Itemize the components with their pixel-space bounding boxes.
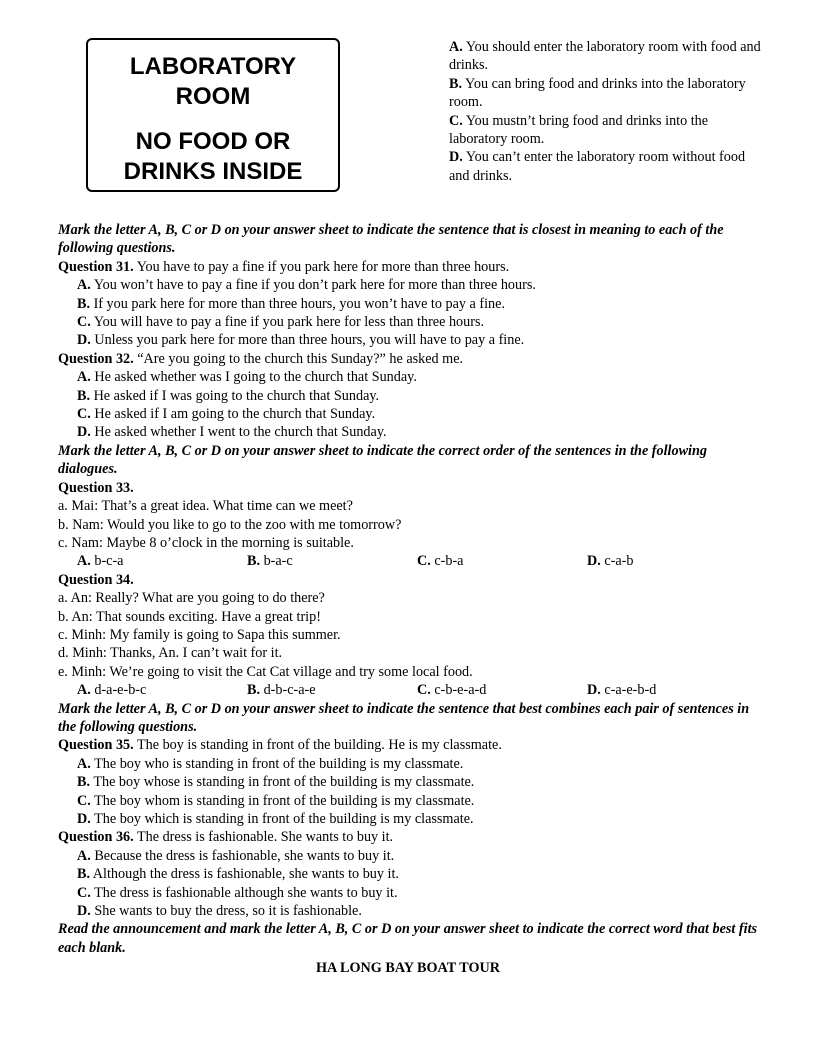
q35-option-d: D. The boy which is standing in front of the building is my classmate. <box>77 810 474 827</box>
sign-line-3: NO FOOD OR <box>135 128 291 155</box>
q31-option-b: B. If you park here for more than three hours, you won’t have to pay a fine. <box>77 295 505 312</box>
q34-option-b: B. d-b-c-a-e <box>247 682 316 699</box>
q34-option-d: D. c-a-e-b-d <box>587 682 657 699</box>
sign-option-d: D. You can’t enter the laboratory room without food and drinks. <box>449 149 746 184</box>
q34-line-d: d. Minh: Thanks, An. I can’t wait for it. <box>58 645 283 662</box>
question-35: Question 35. The boy is standing in front of the building. He is my classmate. <box>58 737 502 754</box>
q31-option-c: C. You will have to pay a fine if you park here for less than three hours. <box>77 314 485 331</box>
q33-option-d: D. c-a-b <box>587 553 634 570</box>
q32-option-d: D. He asked whether I went to the church that Sunday. <box>77 424 387 441</box>
q36-option-a: A. Because the dress is fashionable, she wants to buy it. <box>77 847 395 864</box>
sign-options <box>449 38 769 185</box>
q33-line-a: a. Mai: That’s a great idea. What time can we meet? <box>58 498 353 515</box>
questions-body <box>58 221 768 978</box>
q36-option-b: B. Although the dress is fashionable, she wants to buy it. <box>77 866 399 883</box>
q33-option-a: A. b-c-a <box>77 553 124 570</box>
instruction-combine-sentences: Mark the letter A, B, C or D on your answer sheet to indicate the sentence that best combines each pair of sentences in the following questions. <box>58 700 750 735</box>
instruction-announcement: Read the announcement and mark the letter A, B, C or D on your answer sheet to indicate the correct word that best fits each blank. <box>58 921 758 956</box>
q34-line-c: c. Minh: My family is going to Sapa this summer. <box>58 626 341 643</box>
q33-options <box>58 552 768 570</box>
q36-option-d: D. She wants to buy the dress, so it is fashionable. <box>77 903 362 919</box>
question-33: Question 33. <box>58 479 134 496</box>
q34-line-a: a. An: Really? What are you going to do there? <box>58 590 325 607</box>
question-36: Question 36. The dress is fashionable. She wants to buy it. <box>58 829 394 846</box>
q31-option-a: A. You won’t have to pay a fine if you don’t park here for more than three hours. <box>77 277 536 294</box>
q32-option-c: C. He asked if I am going to the church that Sunday. <box>77 406 376 423</box>
sign-line-1: LABORATORY <box>129 53 297 80</box>
q33-option-c: C. c-b-a <box>417 553 464 570</box>
sign-option-a: A. You should enter the laboratory room with food and drinks. <box>449 39 761 74</box>
announcement-title: HA LONG BAY BOAT TOUR <box>316 960 500 977</box>
q31-option-d: D. Unless you park here for more than three hours, you will have to pay a fine. <box>77 332 525 349</box>
q33-option-b: B. b-a-c <box>247 553 293 570</box>
q34-line-e: e. Minh: We’re going to visit the Cat Cat village and try some local food. <box>58 663 473 680</box>
q35-option-c: C. The boy whom is standing in front of the building is my classmate. <box>77 792 475 809</box>
sign-line-4: DRINKS INSIDE <box>123 158 303 185</box>
q34-option-a: A. d-a-e-b-c <box>77 682 147 699</box>
instruction-closest-meaning: Mark the letter A, B, C or D on your answer sheet to indicate the sentence that is closest in meaning to each of the following questions. <box>58 222 724 257</box>
q34-line-b: b. An: That sounds exciting. Have a great trip! <box>58 608 321 625</box>
q34-option-c: C. c-b-e-a-d <box>417 682 487 699</box>
q34-options <box>58 681 768 699</box>
q35-option-b: B. The boy whose is standing in front of the building is my classmate. <box>77 774 475 791</box>
q32-option-a: A. He asked whether was I going to the church that Sunday. <box>77 369 417 386</box>
q35-option-a: A. The boy who is standing in front of the building is my classmate. <box>77 755 464 772</box>
question-34: Question 34. <box>58 571 134 588</box>
laboratory-sign-image <box>86 38 340 192</box>
q32-option-b: B. He asked if I was going to the church that Sunday. <box>77 387 380 404</box>
q33-line-b: b. Nam: Would you like to go to the zoo with me tomorrow? <box>58 516 402 533</box>
instruction-dialogue-order: Mark the letter A, B, C or D on your answer sheet to indicate the correct order of the sentences in the following dialogues. <box>58 442 707 478</box>
q36-option-c: C. The dress is fashionable although she wants to buy it. <box>77 884 398 901</box>
sign-option-c: C. You mustn’t bring food and drinks into the laboratory room. <box>449 112 709 148</box>
question-32: Question 32. “Are you going to the church this Sunday?” he asked me. <box>58 350 464 367</box>
question-31: Question 31. You have to pay a fine if you park here for more than three hours. <box>58 258 510 275</box>
sign-line-2: ROOM <box>175 83 251 110</box>
sign-option-b: B. You can bring food and drinks into the laboratory room. <box>449 75 746 111</box>
q33-line-c: c. Nam: Maybe 8 o’clock in the morning is suitable. <box>58 534 354 551</box>
